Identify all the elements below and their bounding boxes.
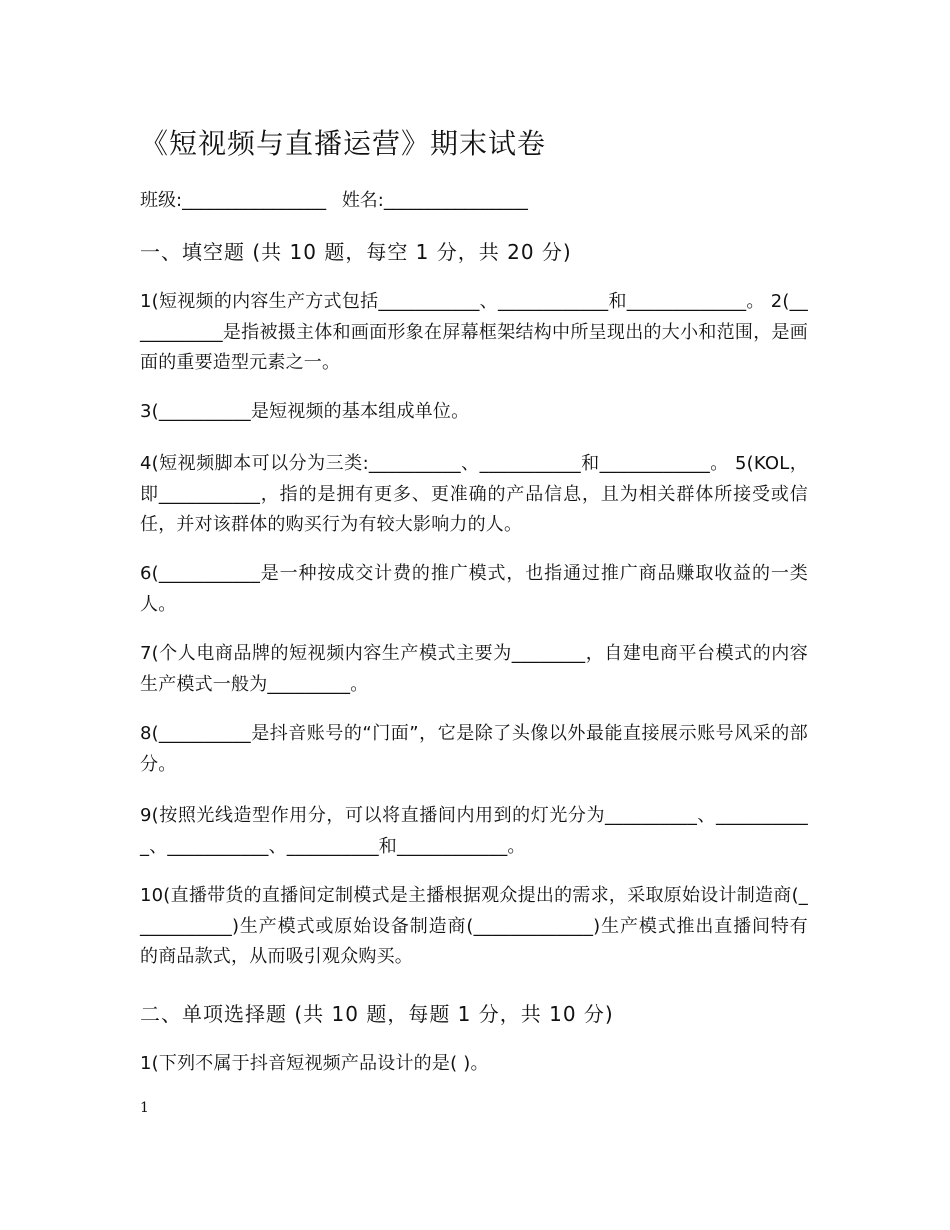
question-paragraph: 8(__________是抖音账号的“门面”，它是除了头像以外最能直接展示账号风采的部分。 xyxy=(140,723,808,775)
question-paragraph: 1(下列不属于抖音短视频产品设计的是( )。 xyxy=(140,1053,489,1074)
question-paragraph: 4(短视频脚本可以分为三类:__________、___________和____________。 5(KOL，即___________，指的是拥有更多、更准确的产品信息，且为相关群体所接受或信任，并对该群体的购买行为有较大影响力的人。 xyxy=(140,453,808,535)
section-heading-single-choice: 二、单项选择题 (共 10 题，每题 1 分，共 10 分) xyxy=(140,1002,614,1026)
page-number: 1 xyxy=(140,1100,149,1116)
question-paragraph: 6(___________是一种按成交计费的推广模式，也指通过推广商品赚取收益的一类人。 xyxy=(140,563,808,615)
student-info xyxy=(140,186,528,212)
section-heading-fill-in: 一、填空题 (共 10 题，每空 1 分，共 20 分) xyxy=(140,240,572,264)
question-paragraph: 3(__________是短视频的基本组成单位。 xyxy=(140,401,470,422)
question-paragraph: 1(短视频的内容生产方式包括___________、____________和_____________。 2(___________是指被摄主体和画面形象在屏幕框架结构中所呈现出的大小和范围，是画面的重要造型元素之一。 xyxy=(140,291,808,373)
name-field: 姓名:________________ xyxy=(341,190,528,211)
question-paragraph: 10(直播带货的直播间定制模式是主播根据观众提出的需求，采取原始设计制造商(___________)生产模式或原始设备制造商(_____________)生产模式推出直播间特有的商品款式，从而吸引观众购买。 xyxy=(140,885,808,967)
question-paragraph: 9(按照光线造型作用分，可以将直播间内用到的灯光分为__________、___________、___________、__________和____________。 xyxy=(140,805,808,857)
class-field: 班级:________________ xyxy=(140,190,327,211)
page-title: 《短视频与直播运营》期末试卷 xyxy=(140,127,547,160)
question-paragraph: 7(个人电商品牌的短视频内容生产模式主要为________，自建电商平台模式的内容生产模式一般为_________。 xyxy=(140,643,808,695)
